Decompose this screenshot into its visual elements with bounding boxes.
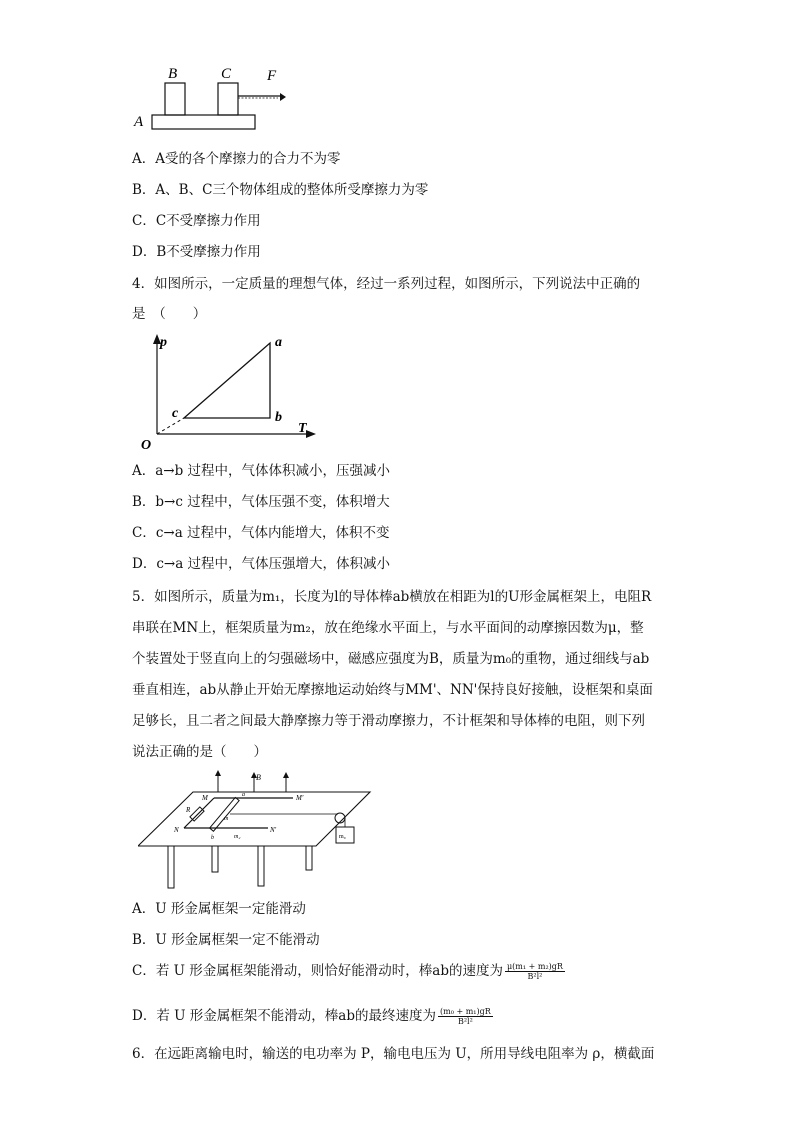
point-c-label: c	[172, 406, 179, 421]
label-N: N	[174, 826, 179, 834]
q5-option-d-text: D．若 U 形金属框架不能滑动，棒ab的最终速度为	[132, 1008, 436, 1024]
q5-stem-line2: 串联在MN上，框架质量为m₂，放在绝缘水平面上，与水平面间的动摩擦因数为μ，整	[132, 620, 644, 636]
q4-option-d: D．c→a 过程中，气体压强增大，体积减小	[132, 556, 391, 572]
q4-option-c: C．c→a 过程中，气体内能增大，体积不变	[132, 525, 390, 541]
q4-option-b: B．b→c 过程中，气体压强不变，体积增大	[132, 494, 390, 510]
q5-option-c-numerator: μ(m₁ + m₂)gR	[506, 962, 563, 971]
q5-option-d-fraction	[438, 1007, 493, 1026]
q5-option-d-denominator: B²l²	[457, 1017, 473, 1026]
label-b: B	[168, 66, 178, 82]
label-M-prime: M'	[296, 794, 304, 802]
point-b-label: b	[275, 410, 282, 425]
rail-apparatus-figure	[138, 770, 378, 890]
q5-option-a: A．U 形金属框架一定能滑动	[132, 901, 306, 917]
q5-stem-line3: 个装置处于竖直向上的匀强磁场中，磁感应强度为B，质量为m₀的重物，通过细线与ab	[132, 651, 650, 667]
q5-stem-line6: 说法正确的是（ ）	[132, 744, 267, 760]
q5-option-d-numerator: (m₀ + m₁)gR	[439, 1007, 491, 1016]
blocks-figure	[130, 58, 300, 138]
label-M: M	[202, 794, 208, 802]
origin-label: O	[141, 438, 152, 452]
label-b-rod: b	[211, 835, 214, 841]
q5-option-c-fraction	[505, 962, 565, 981]
q4-option-a: A．a→b 过程中，气体体积减小，压强减小	[132, 463, 391, 479]
label-B-field: B	[256, 773, 261, 782]
q3-option-d: D．B不受摩擦力作用	[132, 244, 261, 260]
q4-stem-line1: 4．如图所示，一定质量的理想气体，经过一系列过程，如图所示，下列说法中正确的	[132, 276, 641, 292]
q3-option-c: C．C不受摩擦力作用	[132, 213, 261, 229]
label-c: C	[221, 66, 232, 82]
axis-t-label: T	[298, 421, 307, 436]
q3-option-b: B．A、B、C三个物体组成的整体所受摩擦力为零	[132, 182, 429, 198]
q5-option-c-denominator: B²l²	[527, 972, 543, 981]
q5-option-c	[132, 962, 565, 981]
label-m0: m₀	[339, 834, 346, 840]
q4-stem-line2: 是 （ ）	[132, 306, 207, 322]
axis-p-label: p	[160, 335, 167, 350]
point-a-label: a	[275, 335, 282, 350]
q5-stem-line4: 垂直相连，ab从静止开始无摩擦地运动始终与MM'、NN'保持良好接触，设框架和桌面	[132, 682, 653, 698]
q5-stem-line1: 5．如图所示，质量为m₁，长度为l的导体棒ab横放在相距为l的U形金属框架上，电阻R	[132, 589, 652, 605]
label-m1: m	[224, 816, 229, 822]
label-N-prime: N'	[270, 826, 277, 834]
label-m2: m₂	[234, 834, 241, 840]
q5-option-d	[132, 1007, 493, 1026]
q3-option-a: A．A受的各个摩擦力的合力不为零	[132, 151, 341, 167]
q5-option-b: B．U 形金属框架一定不能滑动	[132, 932, 320, 948]
label-f: F	[267, 68, 277, 84]
p-t-graph	[138, 332, 318, 452]
q5-option-c-text: C．若 U 形金属框架能滑动，则恰好能滑动时，棒ab的速度为	[132, 963, 503, 979]
q5-stem-line5: 足够长，且二者之间最大静摩擦力等于滑动摩擦力，不计框架和导体棒的电阻，则下列	[132, 713, 645, 729]
label-a-rod: a	[242, 792, 245, 798]
label-a: A	[134, 114, 144, 130]
label-R: R	[186, 806, 191, 814]
q6-stem-line1: 6．在远距离输电时，输送的电功率为 P，输电电压为 U，所用导线电阻率为 ρ，横截面	[132, 1046, 655, 1062]
